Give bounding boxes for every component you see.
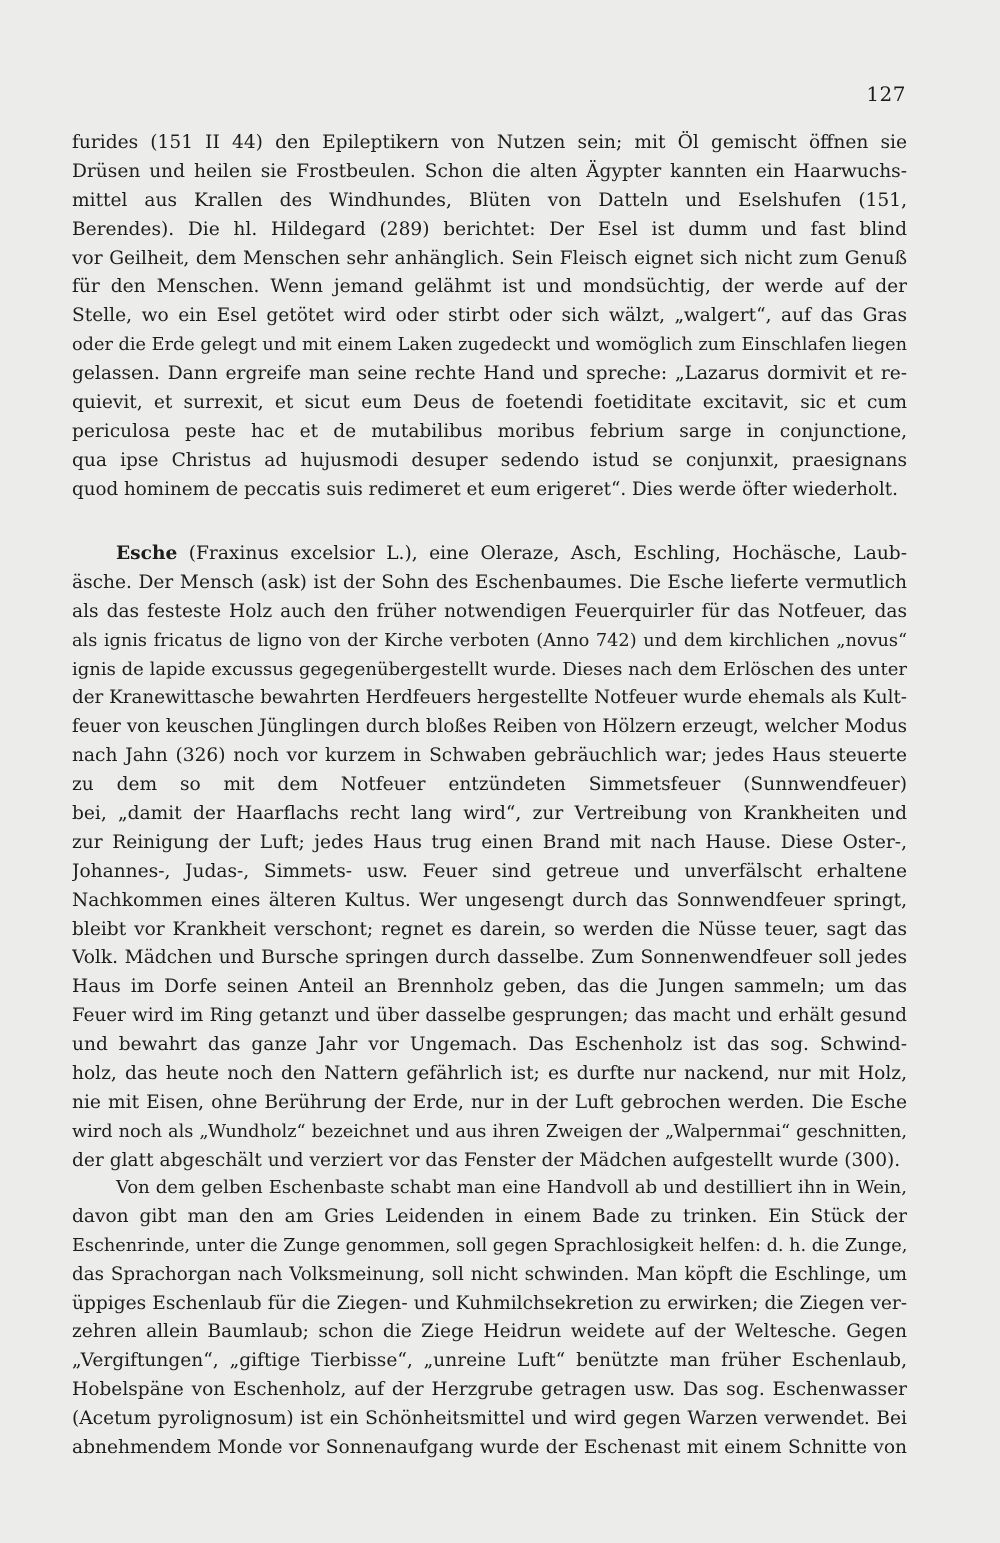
text-line: Haus im Dorfe seinen Anteil an Brennholz geben, das die Jungen sammeln; um das [72, 976, 907, 998]
text-line: Berendes). Die hl. Hildegard (289) berichtet: Der Esel ist dumm und fast blind [72, 218, 907, 240]
text-line: bei, „damit der Haarflachs recht lang wird“, zur Vertreibung von Krankheiten und [72, 803, 907, 825]
text-line: Hobelspäne von Eschenholz, auf der Herzgrube getragen usw. Das sog. Eschenwasser [72, 1379, 907, 1401]
paragraph-continuation [72, 129, 907, 505]
text-line: Johannes-, Judas-, Simmets- usw. Feuer sind getreue und unverfälscht erhaltene [72, 860, 907, 882]
text-line: quievit, et surrexit, et sicut eum Deus de foetendi foetiditate excitavit, sic et cum [72, 392, 907, 414]
text-line: und bewahrt das ganze Jahr vor Ungemach. Das Eschenholz ist das sog. Schwind- [72, 1034, 907, 1056]
text-line: als ignis fricatus de ligno von der Kirche verboten (Anno 742) und dem kirchlichen „novus“ [72, 630, 907, 651]
text-line: (Acetum pyrolignosum) ist ein Schönheitsmittel und wird gegen Warzen verwendet. Bei [72, 1408, 907, 1430]
text-line: Von dem gelben Eschenbaste schabt man eine Handvoll ab und destilliert ihn in Wein, [116, 1177, 907, 1198]
paragraph-esche [72, 540, 907, 1176]
text-line: davon gibt man den am Gries Leidenden in einem Bade zu trinken. Ein Stück der [72, 1205, 907, 1227]
text-line: üppiges Eschenlaub für die Ziegen- und Kuhmilchsekretion zu erwirken; die Ziegen ver- [72, 1292, 907, 1314]
text-line: oder die Erde gelegt und mit einem Laken zugedeckt und womöglich zum Einschlafen liegen [72, 335, 907, 356]
text-line: feuer von keuschen Jünglingen durch bloßes Reiben von Hölzern erzeugt, welcher Modus [72, 716, 907, 738]
text-line: für den Menschen. Wenn jemand gelähmt ist und mondsüchtig, der werde auf der [72, 276, 907, 298]
entry-keyword: Esche [116, 543, 178, 564]
text-line-rest: (Fraxinus excelsior L.), eine Oleraze, Asch, Eschling, Hochäsche, Laub- [177, 543, 907, 564]
text-line: Drüsen und heilen sie Frostbeulen. Schon die alten Ägypter kannten ein Haarwuchs- [72, 160, 907, 182]
text-line: furides (151 II 44) den Epileptikern von Nutzen sein; mit Öl gemischt öffnen sie [72, 132, 907, 153]
text-line: als das festeste Holz auch den früher notwendigen Feuerquirler für das Notfeuer, das [72, 600, 907, 622]
text-line: ignis de lapide excussus gegegenübergestellt wurde. Dieses nach dem Erlöschen des unter [72, 658, 907, 680]
text-line: der glatt abgeschält und verziert vor das Fenster der Mädchen aufgestellt wurde (300). [72, 1149, 901, 1171]
text-line: abnehmendem Monde vor Sonnenaufgang wurde der Eschenast mit einem Schnitte von [72, 1437, 907, 1459]
text-line: holz, das heute noch den Nattern gefährlich ist; es durfte nur nackend, nur mit Holz, [72, 1063, 907, 1085]
text-line: Volk. Mädchen und Bursche springen durch dasselbe. Zum Sonnenwendfeuer soll jedes [72, 947, 907, 969]
text-line: nie mit Eisen, ohne Berührung der Erde, nur in der Luft gebrochen werden. Die Esche [72, 1091, 907, 1113]
text-line: Eschenrinde, unter die Zunge genommen, soll gegen Sprachlosigkeit helfen: d. h. die Zunge, [72, 1235, 907, 1256]
text-line-first [72, 540, 907, 569]
text-line: zehren allein Baumlaub; schon die Ziege Heidrun weidete auf der Weltesche. Gegen [72, 1321, 907, 1343]
text-line: das Sprachorgan nach Volksmeinung, soll nicht schwinden. Man köpft die Eschlinge, um [72, 1263, 907, 1285]
text-line: Nachkommen eines älteren Kultus. Wer ungesengt durch das Sonnwendfeuer springt, [72, 889, 907, 911]
text-line: gelassen. Dann ergreife man seine rechte Hand und spreche: „Lazarus dormivit et re- [72, 363, 907, 385]
text-line: der Kranewittasche bewahrten Herdfeuers hergestellte Notfeuer wurde ehemals als Kult- [72, 687, 907, 709]
text-line: qua ipse Christus ad hujusmodi desuper sedendo istud se conjunxit, praesignans [72, 449, 907, 471]
text-line: zur Reinigung der Luft; jedes Haus trug einen Brand mit nach Hause. Diese Oster-, [72, 831, 907, 853]
text-line: äsche. Der Mensch (ask) ist der Sohn des Eschenbaumes. Die Esche lieferte vermutlich [72, 571, 907, 593]
text-line: bleibt vor Krankheit verschont; regnet es darein, so werden die Nüsse teuer, sagt das [72, 918, 907, 940]
text-line: Feuer wird im Ring getanzt und über dasselbe gesprungen; das macht und erhält gesund [72, 1005, 907, 1027]
text-line: mittel aus Krallen des Windhundes, Blüten von Datteln und Eselshufen (151, [72, 189, 907, 211]
text-line: Stelle, wo ein Esel getötet wird oder stirbt oder sich wälzt, „walgert“, auf das Gras [72, 305, 907, 327]
text-line: periculosa peste hac et de mutabilibus moribus febrium sarge in conjunctione, [72, 420, 907, 442]
text-line: „Vergiftungen“, „giftige Tierbisse“, „unreine Luft“ benützte man früher Eschenlaub, [72, 1350, 907, 1372]
text-line: quod hominem de peccatis suis redimeret et eum erigeret“. Dies werde öfter wiederholt. [72, 478, 898, 500]
paragraph-eschenbast [72, 1174, 907, 1463]
page-number: 127 [866, 82, 906, 106]
text-line: vor Geilheit, dem Menschen sehr anhänglich. Sein Fleisch eignet sich nicht zum Genuß [72, 247, 907, 269]
text-line: nach Jahn (326) noch vor kurzem in Schwaben gebräuchlich war; jedes Haus steuerte [72, 745, 907, 767]
text-line: zu dem so mit dem Notfeuer entzündeten Simmetsfeuer (Sunnwendfeuer) [72, 774, 907, 796]
text-line: wird noch als „Wundholz“ bezeichnet und aus ihren Zweigen der „Walpernmai“ geschnitten, [72, 1121, 907, 1142]
